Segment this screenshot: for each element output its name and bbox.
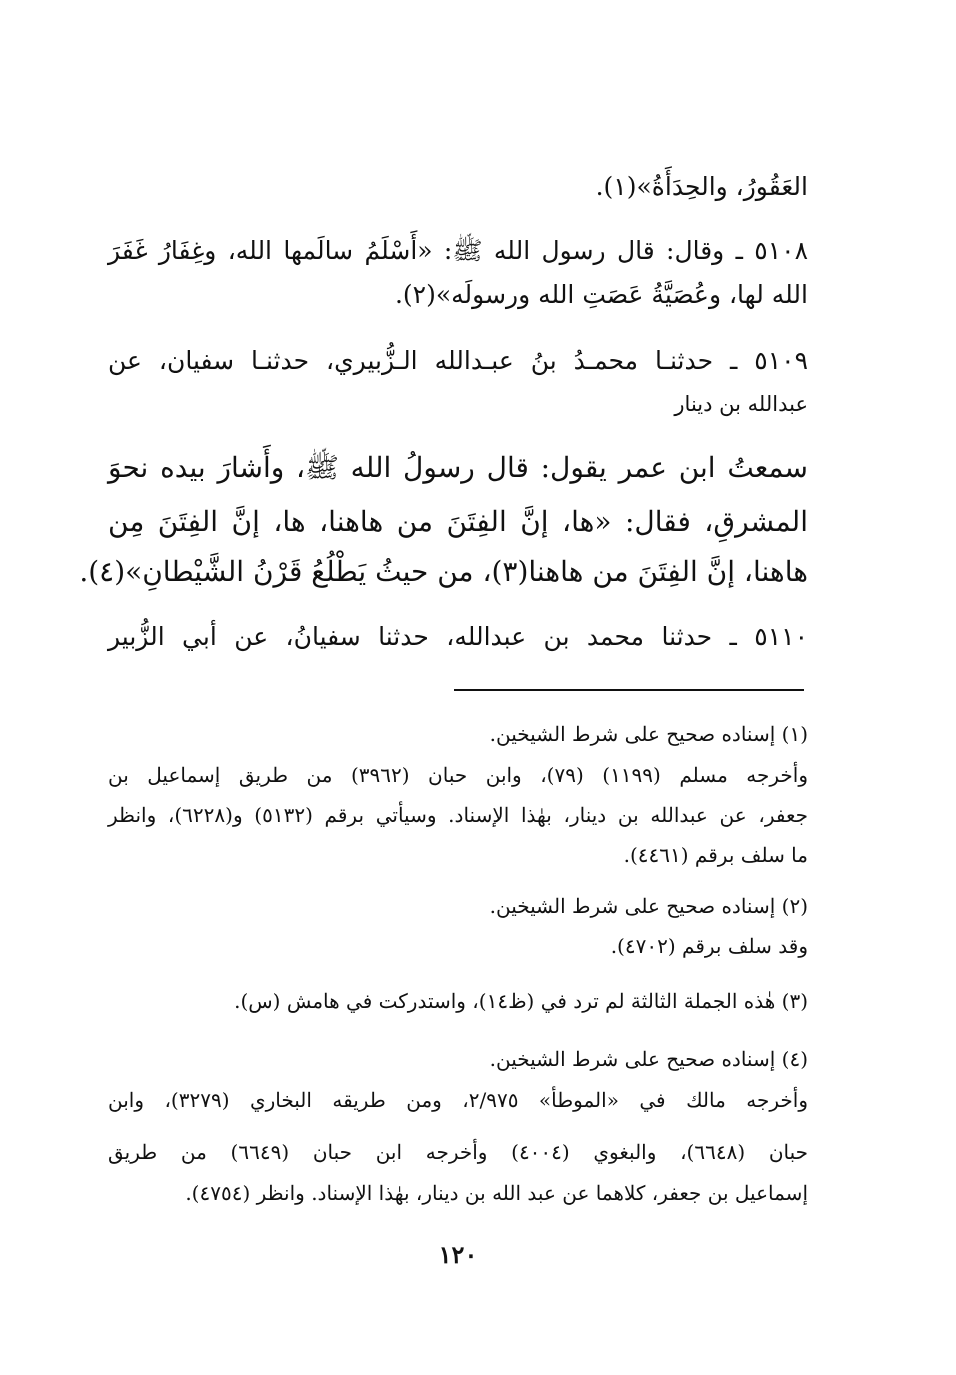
footnote-4-line-3: حبان (٦٦٤٨)، والبغوي (٤٠٠٤) وأخرجه ابن حبان (٦٦٤٩) من طريق <box>108 1140 808 1164</box>
footnote-1-line-4: ما سلف برقم (٤٤٦١). <box>623 843 808 867</box>
main-text-line-7: المشرقِ، فقال: «ها، إنَّ الفِتَنَ من هاهنا، ها، إنَّ الفِتَنَ مِن <box>108 505 808 538</box>
footnote-1-line-2: وأخرجه مسلم (١١٩٩) (٧٩)، وابن حبان (٣٩٦٢) من طريق إسماعيل بن <box>108 763 808 787</box>
footnote-1: (١) إسناده صحيح على شرط الشيخين. <box>489 722 808 746</box>
main-text-line-6: سمعتُ ابن عمر يقول: قال رسولُ الله ﷺ، وأَشارَ بيده نحوَ <box>108 451 808 484</box>
footnote-4-line-2: وأخرجه مالك في «الموطأ» ٢/٩٧٥، ومن طريقه البخاري (٣٢٧٩)، وابن <box>108 1088 808 1112</box>
footnote-4: (٤) إسناده صحيح على شرط الشيخين. <box>489 1047 808 1071</box>
footnote-2: (٢) إسناده صحيح على شرط الشيخين. <box>489 894 808 918</box>
main-text-line-1: العَقُورُ، والحِدَأَةُ»(١). <box>595 172 808 201</box>
main-text-line-9: ٥١١٠ ـ حدثنا محمد بن عبدالله، حدثنا سفيانُ، عن أبي الزُّبير <box>108 622 808 651</box>
footnote-divider <box>454 689 804 691</box>
footnote-4-line-4: إسماعيل بن جعفر، كلاهما عن عبد الله بن دينار، بهٰذا الإسناد. وانظر (٤٧٥٤). <box>185 1181 808 1205</box>
main-text-line-3: الله لها، وعُصَيَّةُ عَصَتِ الله ورسولَه»(٢). <box>394 280 808 309</box>
main-text-line-5: عبدالله بن دينار <box>674 392 808 416</box>
main-text-line-2: ٥١٠٨ ـ وقال: قال رسول الله ﷺ: «أَسْلَمُ سالَمها الله، وغِفَارُ غَفَرَ <box>108 236 808 265</box>
footnote-3: (٣) هٰذه الجملة الثالثة لم ترد في (ظ١٤)، واستدركت في هامش (س). <box>234 989 808 1013</box>
footnote-2-line-2: وقد سلف برقم (٤٧٠٢). <box>610 934 808 958</box>
main-text-line-4: ٥١٠٩ ـ حدثنـا محمـدُ بنُ عبـدالله الـزُّبيري، حدثنـا سفيان، عن <box>108 346 808 375</box>
footnote-1-line-3: جعفر، عن عبدالله بن دينار، بهٰذا الإسناد. وسيأتي برقم (٥١٣٢) و(٦٢٢٨)، وانظر <box>108 803 808 827</box>
main-text-line-8: هاهنا، إنَّ الفِتَنَ من هاهنا(٣)، من حيثُ يَطْلُعُ قَرْنُ الشَّيْطانِ»(٤). <box>79 555 808 588</box>
page-number: ١٢٠ <box>438 1240 478 1269</box>
